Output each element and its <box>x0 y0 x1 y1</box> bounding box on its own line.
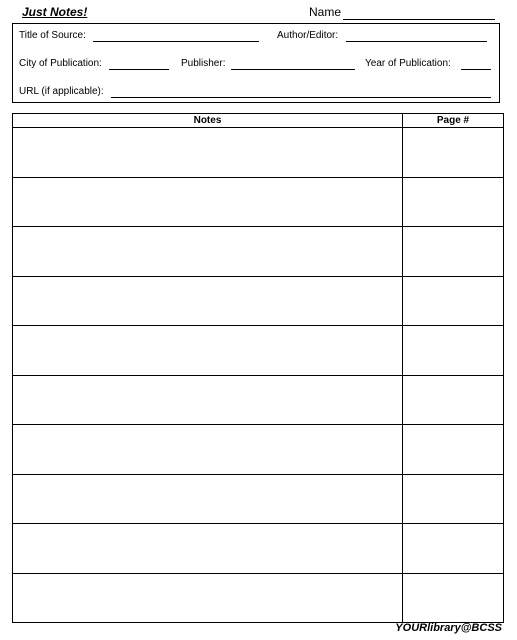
page-number-cell[interactable] <box>403 276 504 326</box>
page-number-cell[interactable] <box>403 177 504 227</box>
notes-cell[interactable] <box>13 474 403 524</box>
page-number-cell[interactable] <box>403 474 504 524</box>
notes-cell[interactable] <box>13 573 403 623</box>
title-of-source-label: Title of Source: <box>19 30 86 41</box>
page-title: Just Notes! <box>22 5 88 19</box>
notes-table <box>12 113 504 623</box>
page-number-cell[interactable] <box>403 425 504 475</box>
source-info-box <box>12 23 500 103</box>
page-number-header: Page # <box>403 114 504 128</box>
page-number-cell[interactable] <box>403 573 504 623</box>
footer-brand: YOURlibrary@BCSS <box>395 622 502 634</box>
notes-header: Notes <box>13 114 403 128</box>
title-of-source-field[interactable] <box>93 41 259 42</box>
publisher-label: Publisher: <box>181 58 226 69</box>
notes-table-body <box>13 128 504 623</box>
page-number-cell[interactable] <box>403 128 504 178</box>
city-of-publication-label: City of Publication: <box>19 58 102 69</box>
notes-cell[interactable] <box>13 375 403 425</box>
author-editor-label: Author/Editor: <box>277 30 339 41</box>
table-row <box>13 326 504 376</box>
author-editor-field[interactable] <box>346 41 487 42</box>
page-number-cell[interactable] <box>403 375 504 425</box>
name-label: Name <box>309 5 342 19</box>
notes-cell[interactable] <box>13 128 403 178</box>
page-number-cell[interactable] <box>403 227 504 277</box>
year-of-publication-label: Year of Publication: <box>365 58 451 69</box>
notes-cell[interactable] <box>13 276 403 326</box>
table-row <box>13 227 504 277</box>
name-field[interactable] <box>343 19 495 20</box>
url-field[interactable] <box>111 97 491 98</box>
table-row <box>13 128 504 178</box>
table-row <box>13 474 504 524</box>
notes-cell[interactable] <box>13 177 403 227</box>
table-row <box>13 524 504 574</box>
table-row <box>13 375 504 425</box>
notes-cell[interactable] <box>13 524 403 574</box>
city-of-publication-field[interactable] <box>109 69 169 70</box>
table-row <box>13 425 504 475</box>
publisher-field[interactable] <box>231 69 355 70</box>
page-number-cell[interactable] <box>403 524 504 574</box>
table-row <box>13 177 504 227</box>
url-label: URL (if applicable): <box>19 86 104 97</box>
table-row <box>13 276 504 326</box>
table-row <box>13 573 504 623</box>
notes-cell[interactable] <box>13 425 403 475</box>
notes-table-header <box>13 114 504 128</box>
year-of-publication-field[interactable] <box>461 69 491 70</box>
page-number-cell[interactable] <box>403 326 504 376</box>
notes-cell[interactable] <box>13 326 403 376</box>
notes-cell[interactable] <box>13 227 403 277</box>
